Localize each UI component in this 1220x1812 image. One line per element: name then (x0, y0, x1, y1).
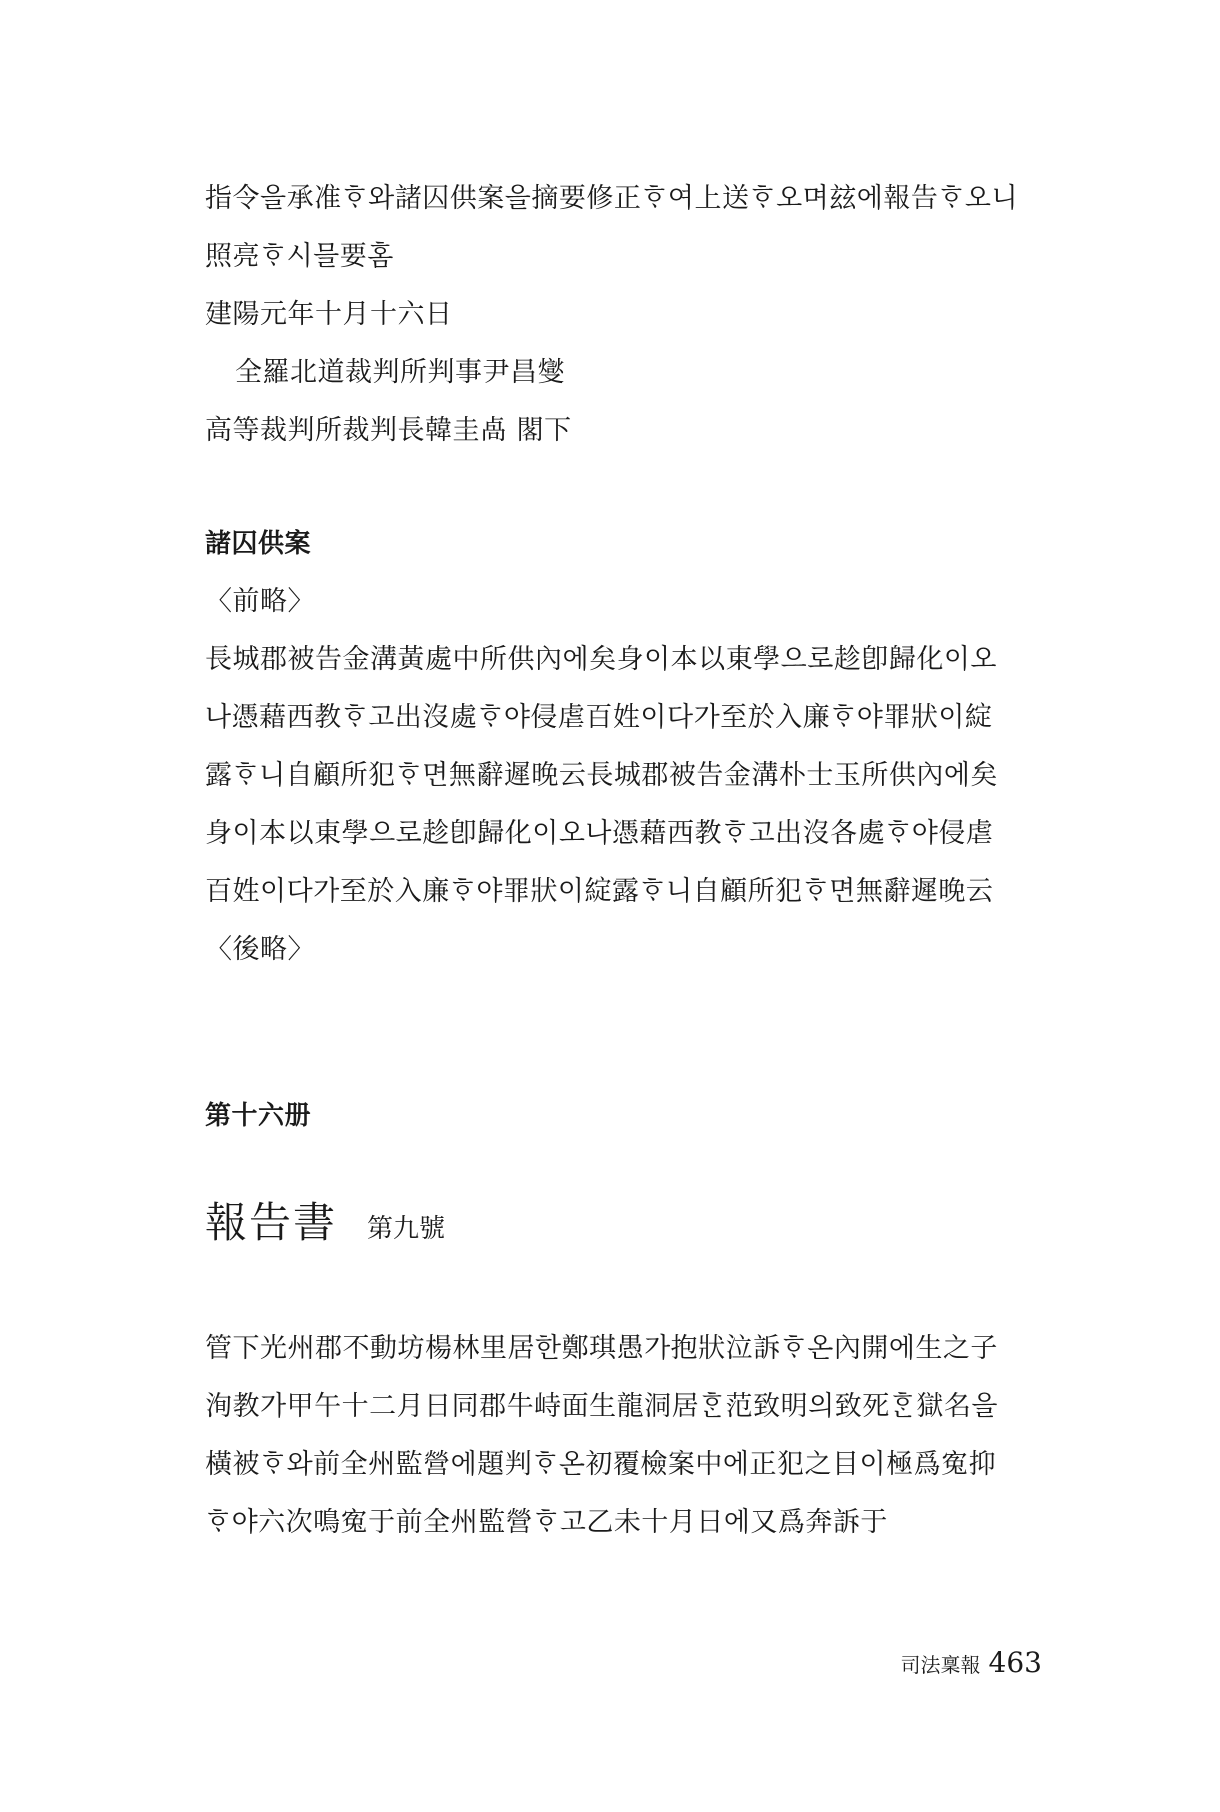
report-line: 管下光州郡不動坊楊林里居한鄭琪愚가抱狀泣訴ᄒᆞ온內開에生之子 (205, 1333, 998, 1364)
letter-line: 指令을承准ᄒᆞ와諸囚供案을摘要修正ᄒᆞ여上送ᄒᆞ오며玆에報告ᄒᆞ오니 (205, 183, 1019, 214)
report-line: 洵教가甲午十二月日同郡牛峙面生龍洞居ᄒᆞᆫ范致明의致死ᄒᆞᆫ獄名을 (205, 1391, 998, 1422)
report-title-block (205, 1190, 1055, 1250)
confession-line: 露ᄒᆞ니自顧所犯ᄒᆞ면無辭遲晚云長城郡被告金溝朴士玉所供內에矣 (205, 760, 998, 791)
section-heading: 諸囚供案 (205, 529, 312, 559)
omission-note: 〈前略〉 (205, 586, 315, 617)
letter-line: 照亮ᄒᆞ시믈要홈 (205, 241, 394, 272)
volume-block (205, 1087, 1055, 1145)
report-line: 橫被ᄒᆞ와前全州監營에題判ᄒᆞ온初覆檢案中에正犯之目이極爲寃抑 (205, 1449, 997, 1480)
omission-note: 〈後略〉 (205, 934, 315, 965)
page-number: 463 (988, 1646, 1042, 1679)
report-title: 報告書 (205, 1198, 338, 1247)
confession-line: 長城郡被告金溝黃處中所供內에矣身이本以東學으로趁卽歸化이오 (205, 644, 997, 675)
confession-line: 身이本以東學으로趁卽歸化이오나憑藉西教ᄒᆞ고出沒各處ᄒᆞ야侵虐 (205, 818, 994, 849)
report-line: ᄒᆞ야六次鳴寃于前全州監營ᄒᆞ고乙未十月日에又爲奔訴于 (205, 1507, 888, 1538)
report-number: 第九號 (367, 1214, 446, 1244)
letter-recipient: 高等裁判所裁判長韓圭卨 閣下 (205, 415, 572, 446)
confession-line: 나憑藉西教ᄒᆞ고出沒處ᄒᆞ야侵虐百姓이다가至於入廉ᄒᆞ야罪狀이綻 (205, 702, 993, 733)
report-body (205, 1320, 1055, 1552)
volume-heading: 第十六册 (205, 1101, 312, 1131)
page-footer (901, 1646, 1042, 1679)
letter-sender: 全羅北道裁判所判事尹昌燮 (235, 357, 565, 388)
confessions-block (205, 515, 1055, 979)
letter-date: 建陽元年十月十六日 (205, 299, 453, 330)
letter-block (205, 170, 1055, 460)
journal-name: 司法稟報 (900, 1653, 981, 1677)
confession-line: 百姓이다가至於入廉ᄒᆞ야罪狀이綻露ᄒᆞ니自顧所犯ᄒᆞ면無辭遲晚云 (205, 876, 994, 907)
